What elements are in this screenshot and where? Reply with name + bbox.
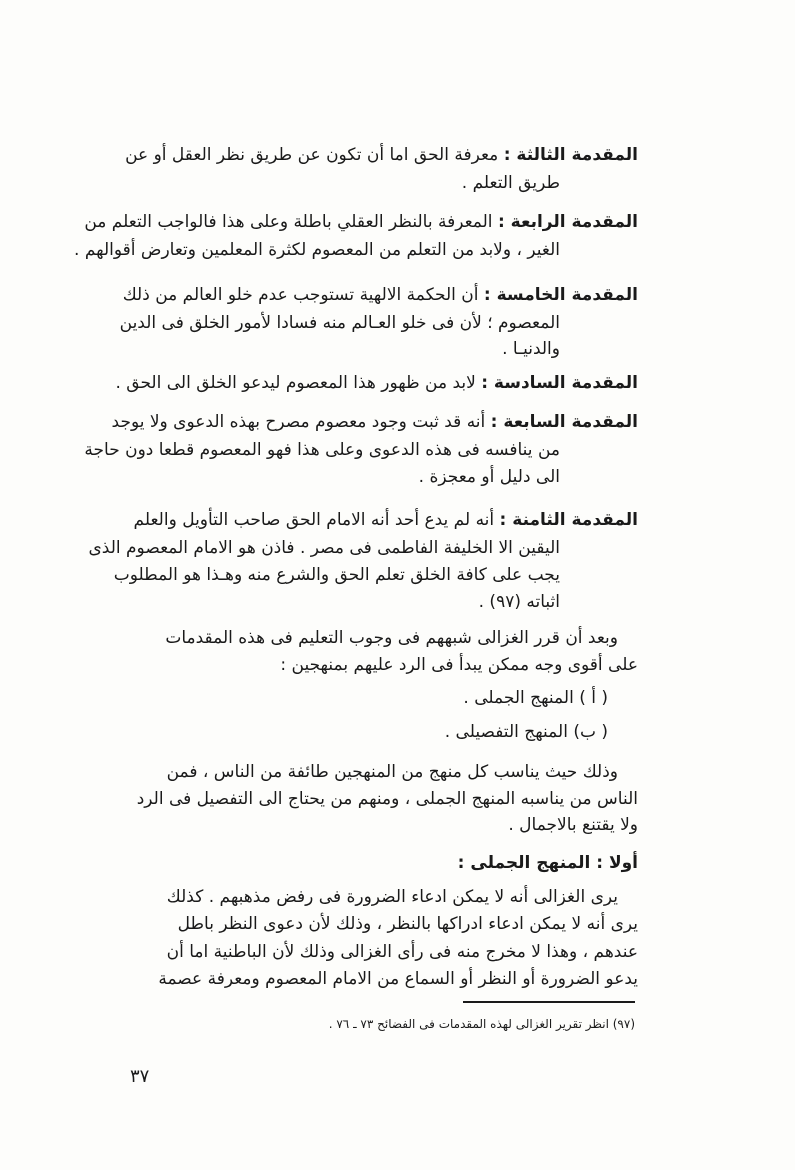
intro-third-label: المقدمة الثالثة : [503,145,638,165]
para3-text4: يدعو الضرورة أو النظر أو السماع من الامام المعصوم ومعرفة عصمة [158,969,638,989]
intro-eighth-text3: يجب على كافة الخلق تعلم الحق والشرع منه وهـذا هو المطلوب [113,565,560,585]
intro-seventh-line1 [111,407,638,437]
method-a [128,683,608,713]
footnote-divider [463,1001,635,1003]
intro-fifth-text3: والدنيـا . [502,339,560,359]
para3-text2: يرى أنه لا يمكن ادعاء ادراكها بالنظر ، وذلك لأن دعوى النظر باطل [177,914,638,934]
intro-third-text1: معرفة الحق اما أن تكون عن طريق نظر العقل أو عن [125,145,499,165]
intro-fourth-text1: المعرفة بالنظر العقلي باطلة وعلى هذا فالواجب التعلم من [84,212,493,232]
intro-eighth-line4 [128,587,560,617]
intro-sixth-label: المقدمة السادسة : [481,373,638,393]
para2-text1: وذلك حيث يناسب كل منهج من المنهجين طائفة من الناس ، فمن [166,762,618,782]
para3-line3 [128,937,638,967]
intro-eighth-text2: اليقين الا الخليفة الفاطمى فى مصر . فاذن هو الامام المعصوم الذى [88,538,560,558]
section-heading-text: أولا : المنهج الجملى : [457,853,638,873]
intro-fourth-label: المقدمة الرابعة : [497,212,638,232]
para1-line1 [128,623,618,653]
para1-line2 [128,650,638,680]
method-b [128,717,608,747]
intro-eighth-line1 [128,505,638,535]
intro-eighth-label: المقدمة الثامنة : [499,510,638,530]
intro-third-line2 [128,168,560,198]
para1-text2: على أقوى وجه ممكن يبدأ فى الرد عليهم بمنهجين : [280,655,638,675]
intro-seventh-line3 [128,462,560,492]
intro-sixth-text1: لابد من ظهور هذا المعصوم ليدعو الخلق الى الحق . [115,373,476,393]
intro-third-line1 [125,140,638,170]
intro-fifth-label: المقدمة الخامسة : [483,285,638,305]
section-heading [128,848,638,878]
intro-seventh-label: المقدمة السابعة : [490,412,638,432]
intro-sixth-line1 [115,368,638,398]
intro-seventh-text1: أنه قد ثبت وجود معصوم مصرح بهذه الدعوى ولا يوجد [111,412,486,432]
main-text [74,0,638,1000]
para3-line4 [128,964,638,994]
intro-seventh-text2: من ينافسه فى هذه الدعوى وعلى هذا فهو المعصوم قطعا دون حاجة [84,440,560,460]
para3-line1 [128,882,618,912]
intro-third-text2: طريق التعلم . [461,173,560,193]
intro-fourth-line2 [74,235,560,265]
para1-text1: وبعد أن قرر الغزالى شبههم فى وجوب التعليم فى هذه المقدمات [165,628,618,648]
para2-text2: الناس من يناسبه المنهج الجملى ، ومنهم من يحتاج الى التفصيل فى الرد [136,789,638,809]
para2-text3: ولا يقتنع بالاجمال . [508,815,638,835]
intro-seventh-text3: الى دليل أو معجزة . [418,467,560,487]
para3-text3: عندهم ، وهذا لا مخرج منه فى رأى الغزالى وذلك لأن الباطنية اما أن [166,942,638,962]
intro-fifth-text2: المعصوم ؛ لأن فى خلو العـالم منه فسادا لأمور الخلق فى الدين [119,313,560,333]
method-b-text: ( ب) المنهج التفصيلى . [444,722,608,742]
para3-line2 [128,909,638,939]
para3-text1: يرى الغزالى أنه لا يمكن ادعاء الضرورة فى رفض مذهبهم . كذلك [166,887,618,907]
intro-fifth-text1: أن الحكمة الالهية تستوجب عدم خلو العالم من ذلك [122,285,479,305]
intro-seventh-line2 [84,435,560,465]
para2-line3 [128,810,638,840]
intro-eighth-text4: اثباته (٩٧) . [478,592,560,612]
intro-fifth-line3 [128,334,560,364]
para2-line1 [128,757,618,787]
intro-eighth-line3 [113,560,560,590]
intro-eighth-text1: أنه لم يدع أحد أنه الامام الحق صاحب التأويل والعلم [133,510,495,530]
page-number: ٣٧ [130,1066,150,1087]
intro-fifth-line1 [122,280,638,310]
footnote: (٩٧) انظر تقرير الغزالى لهذه المقدمات فى الفضائح ٧٣ ـ ٧٦ . [328,1017,635,1031]
intro-eighth-line2 [88,533,560,563]
method-a-text: ( أ ) المنهج الجملى . [463,688,608,708]
intro-fourth-text2: الغير ، ولابد من التعلم من المعصوم لكثرة المعلمين وتعارض أقوالهم . [74,240,560,260]
intro-fourth-line1 [84,207,638,237]
